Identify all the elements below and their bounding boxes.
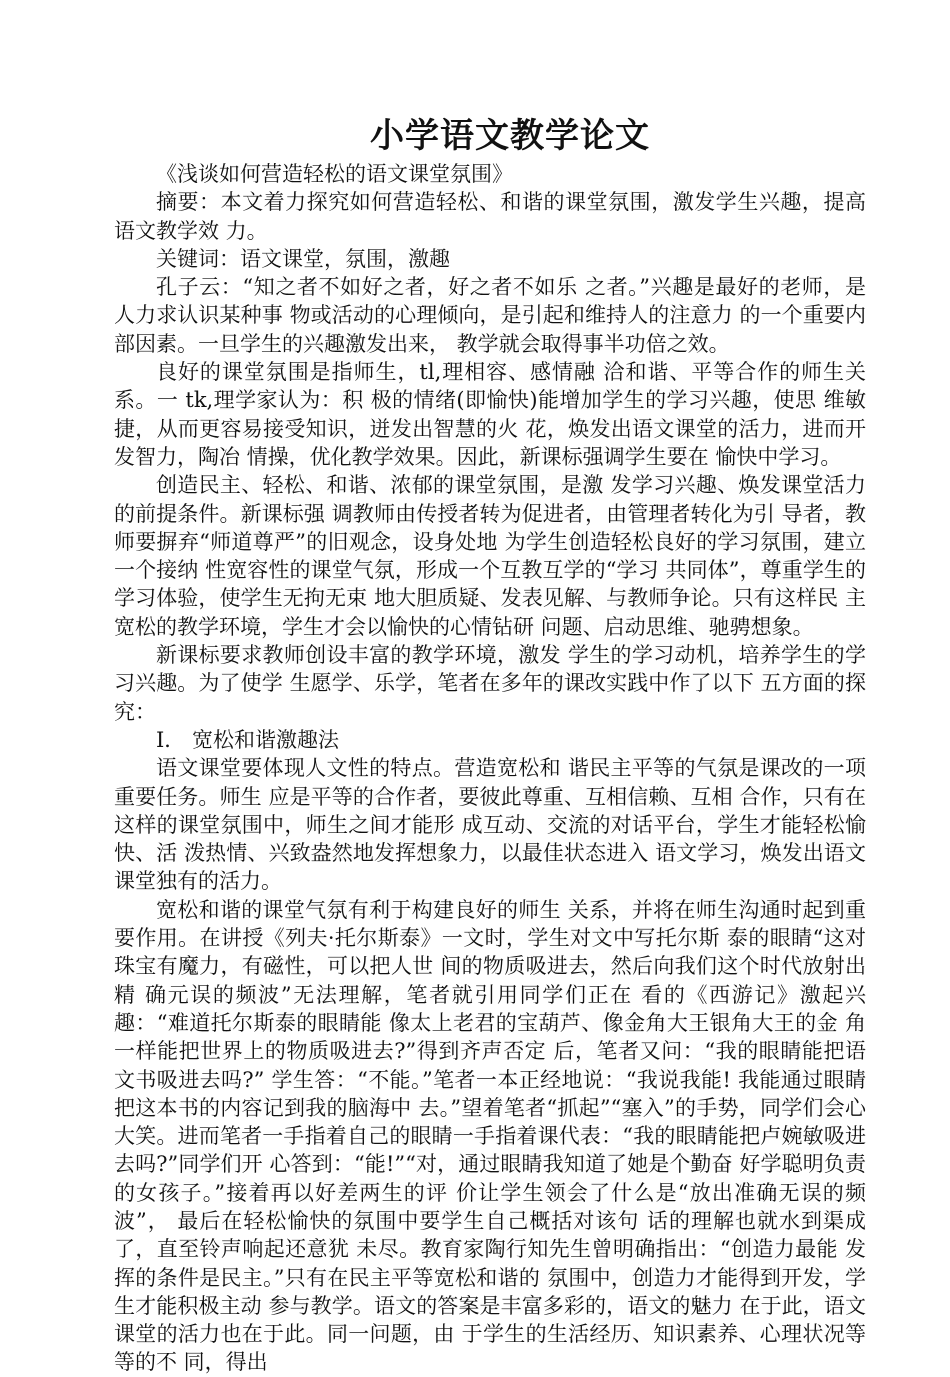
document-title: 小学语文教学论文 (370, 116, 650, 156)
body-paragraph-1: 孔子云：“知之者不如好之者，好之者不如乐 之者。”兴趣是最好的老师，是人力求认识某种事 物或活动的心理倾向，是引起和维持人的注意力 的一个重要内部因素。一旦学生的兴趣激发出来， 教学就会取得事半功倍之效。 (114, 275, 866, 356)
article-subtitle: 《浅谈如何营造轻松的语文课堂氛围》 (156, 162, 513, 186)
body-paragraph-4: 新课标要求教师创设丰富的教学环境，激发 学生的学习动机，培养学生的学习兴趣。为了使学 生愿学、乐学，笔者在多年的课改实践中作了以下 五方面的探究： (114, 643, 866, 724)
section-heading-1: I． 宽松和谐激趣法 (156, 727, 339, 752)
abstract-paragraph: 摘要：本文着力探究如何营造轻松、和谐的课堂氛围，激发学生兴趣，提高语文教学效 力。 (114, 190, 866, 243)
body-paragraph-5: 语文课堂要体现人文性的特点。营造宽松和 谐民主平等的气氛是课改的一项重要任务。师生 应是平等的合作者，要彼此尊重、互相信赖、互相 合作，只有在这样的课堂氛围中，师生之间才能形 成互动、交流的对话平台，学生才能轻松愉快、活 泼热情、兴致盎然地发挥想象力，以最佳状态进入 语文学习，焕发出语文课堂独有的活力。 (114, 756, 866, 894)
document-page (114, 112, 866, 1377)
keywords-paragraph: 关键词：语文课堂，氛围，激趣 (156, 246, 450, 271)
body-paragraph-3: 创造民主、轻松、和谐、浓郁的课堂氛围，是激 发学习兴趣、焕发课堂活力的前提条件。新课标强 调教师由传授者转为促进者，由管理者转化为引 导者，教师要摒弃“师道尊严”的旧观念，设身处地 为学生创造轻松良好的学习氛围，建立一个接纳 性宽容性的课堂气氛，形成一个互教互学的“学习 共同体”，尊重学生的学习体验，使学生无拘无束 地大胆质疑、发表见解、与教师争论。只有这样民 主宽松的教学环境，学生才会以愉快的心情钻研 问题、启动思维、驰骋想象。 (114, 473, 866, 639)
body-paragraph-2: 良好的课堂氛围是指师生，tl,理相容、感情融 洽和谐、平等合作的师生关系。一 tk,理学家认为：积 极的情绪(即愉快)能增加学生的学习兴趣，使思 维敏捷，从而更容易接受知识，迸发出智慧的火 花，焕发出语文课堂的活力，进而开发智力，陶冶 情操，优化教学效果。因此，新课标强调学生要在 愉快中学习。 (114, 360, 866, 469)
body-paragraph-6: 宽松和谐的课堂气氛有利于构建良好的师生 关系，并将在师生沟通时起到重要作用。在讲授《列夫·托尔斯泰》一文时，学生对文中写托尔斯 泰的眼睛“这对珠宝有魔力，有磁性，可以把人世 间的物质吸进去，然后向我们这个时代放射出精 确元误的频波”无法理解，笔者就引用同学们正在 看的《西游记》激起兴趣：“难道托尔斯泰的眼睛能 像太上老君的宝葫芦、像金角大王银角大王的金 角一样能把世界上的物质吸进去?”得到齐声否定 后，笔者又问：“我的眼睛能把语文书吸进去吗?” 学生答：“不能。”笔者一本正经地说：“我说我能! 我能通过眼睛把这本书的内容记到我的脑海中 去。”望着笔者“抓起”“塞入”的手势，同学们会心 大笑。进而笔者一手指着自己的眼睛一手指着课代表：“我的眼睛能把卢婉敏吸进去吗?”同学们开 心答到：“能!”“对，通过眼睛我知道了她是个勤奋 好学聪明负责的女孩子。”接着再以好差两生的评 价让学生领会了什么是“放出准确无误的频波”， 最后在轻松愉快的氛围中要学生自己概括对该句 话的理解也就水到渠成了，直至铃声响起还意犹 未尽。教育家陶行知先生曾明确指出：“创造力最能 发挥的条件是民主。”只有在民主平等宽松和谐的 氛围中，创造力才能得到开发，学生才能积极主动 参与教学。语文的答案是丰富多彩的，语文的魅力 在于此，语文课堂的活力也在于此。同一问题，由 于学生的生活经历、知识素养、心理状况等等的不 同，得出 (114, 897, 866, 1375)
